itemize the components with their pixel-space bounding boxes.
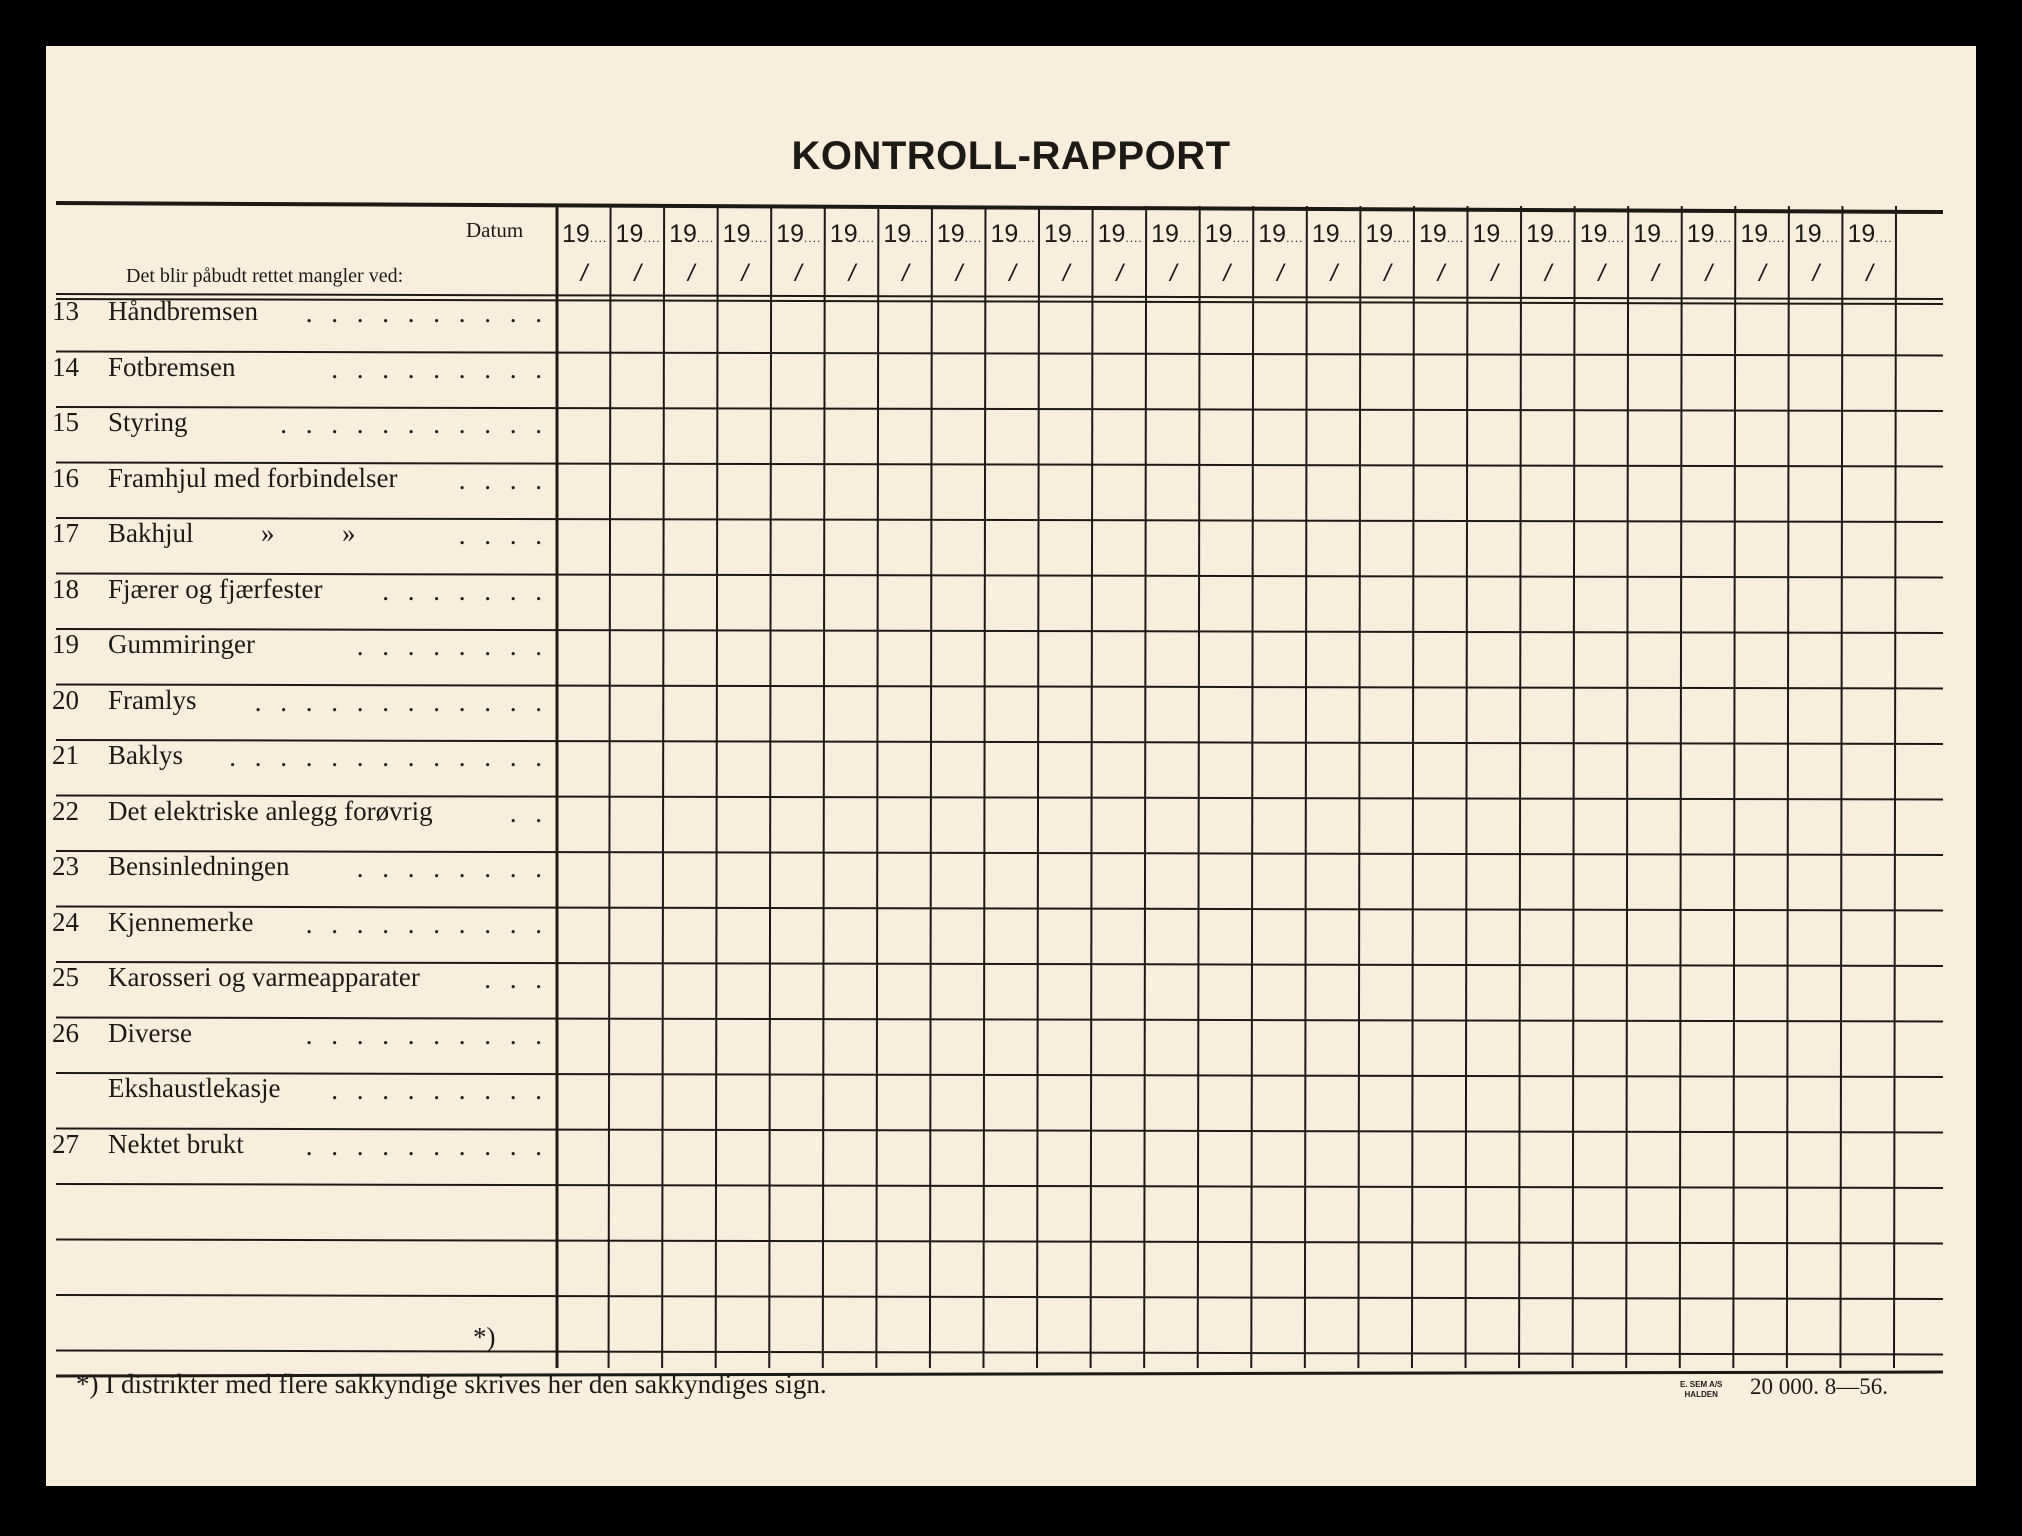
row-number: 18: [52, 573, 79, 604]
date-column-line: [1680, 206, 1682, 1368]
column-year-prefix: 19: [669, 220, 697, 248]
row-number: 26: [52, 1017, 79, 1048]
row-label: Det elektriske anlegg forøvrig: [108, 795, 433, 826]
datum-label: Datum: [466, 218, 524, 242]
column-slash: /: [687, 260, 695, 287]
date-column-line: [769, 206, 771, 1368]
column-year-prefix: 19: [883, 220, 912, 248]
leader-dots: . . . . . . . .: [356, 853, 548, 883]
row-number: 17: [52, 518, 79, 548]
leader-dots: . . . . . . .: [382, 575, 548, 606]
column-year: 19....: [1044, 220, 1090, 248]
date-column-line: [1519, 206, 1521, 1368]
column-slash: /: [1116, 260, 1124, 287]
header-top-rule: [56, 203, 1943, 212]
row-label: Diverse: [108, 1017, 192, 1048]
instruction-label: Det blir påbudt rettet mangler ved:: [126, 265, 404, 287]
leader-dots: . . . . . . . . .: [331, 1075, 548, 1105]
column-slash: /: [1812, 260, 1820, 287]
date-column-line: [1733, 206, 1735, 1368]
column-slash: /: [1705, 260, 1713, 287]
column-slash: /: [1062, 260, 1070, 287]
row-label: Fotbremsen: [108, 351, 236, 382]
date-column-line: [1466, 206, 1468, 1368]
column-year-prefix: 19: [1204, 220, 1233, 248]
column-year-prefix: 19: [1044, 220, 1072, 248]
column-slash: /: [1437, 260, 1445, 287]
column-year-prefix: 19: [615, 220, 644, 248]
column-slash: /: [1223, 260, 1231, 287]
column-year-prefix: 19: [562, 220, 590, 248]
row-label: Gummiringer: [108, 629, 255, 659]
signature-row-mark: *): [473, 1322, 496, 1352]
leader-dots: . . .: [484, 964, 548, 994]
date-column-line: [1787, 206, 1789, 1368]
column-slash: /: [902, 260, 909, 287]
date-column-line: [1144, 206, 1146, 1368]
column-year: 19....: [1579, 220, 1625, 248]
row-label: Karosseri og varmeapparater: [108, 962, 420, 992]
row-label: Håndbremsen: [108, 296, 258, 326]
leader-dots: . . . .: [458, 520, 548, 550]
row-number: 19: [52, 629, 79, 659]
column-year-prefix: 19: [722, 220, 751, 248]
column-slash: /: [1330, 260, 1338, 287]
column-year: 19....: [1204, 220, 1250, 248]
column-slash: /: [795, 260, 802, 287]
column-slash: /: [1491, 260, 1498, 287]
column-year-prefix: 19: [936, 220, 965, 248]
date-column-line: [1840, 206, 1842, 1368]
row-line: [56, 1295, 1943, 1299]
date-column-line: [1091, 206, 1093, 1368]
column-year-prefix: 19: [1258, 220, 1287, 248]
column-year-prefix: 19: [1793, 220, 1822, 248]
column-year-prefix: 19: [1472, 220, 1501, 248]
leader-dots: . . . . . . . . . . .: [280, 409, 548, 439]
row-label: Framhjul med forbindelser: [108, 462, 398, 493]
column-slash: /: [1759, 260, 1766, 287]
column-year: 19....: [936, 220, 983, 248]
column-year: 19....: [883, 220, 929, 248]
column-year-prefix: 19: [1365, 220, 1394, 248]
row-line: [56, 851, 1943, 855]
column-year: 19....: [669, 220, 715, 248]
column-year: 19....: [1633, 220, 1679, 248]
row-line: [56, 1240, 1943, 1244]
column-slash: /: [848, 260, 856, 287]
date-column-line: [1037, 206, 1039, 1368]
column-slash: /: [1009, 260, 1016, 287]
column-year-prefix: 19: [1526, 220, 1554, 248]
row-label: Framlys: [108, 684, 197, 715]
column-year: 19....: [1847, 220, 1893, 248]
column-slash: /: [1544, 260, 1552, 287]
row-label: Ekshaustlekasje: [108, 1073, 281, 1103]
row-number: 22: [52, 795, 79, 826]
print-run: 20 000. 8—56.: [1750, 1374, 1888, 1399]
printer-city: HALDEN: [1684, 1390, 1718, 1399]
column-year: 19....: [1365, 220, 1411, 248]
printer-imprint: [1680, 1380, 1722, 1400]
ditto-marks: » »: [261, 518, 356, 548]
date-column-line: [823, 206, 825, 1368]
column-slash: /: [580, 260, 588, 287]
column-year: 19....: [1311, 220, 1357, 248]
column-slash: /: [634, 260, 641, 287]
printer-name: E. SEM A/S: [1680, 1380, 1723, 1389]
date-column-line: [1626, 206, 1628, 1368]
column-year: 19....: [1526, 220, 1572, 248]
row-number: 15: [52, 407, 79, 437]
column-year-prefix: 19: [1151, 220, 1179, 248]
column-slash: /: [1169, 260, 1177, 287]
leader-dots: . .: [509, 797, 548, 828]
date-column-line: [1358, 206, 1360, 1368]
column-year: 19....: [776, 220, 822, 248]
row-number: 16: [52, 462, 79, 493]
date-column-line: [876, 206, 878, 1368]
row-line: [56, 1184, 1943, 1188]
column-year-prefix: 19: [1633, 220, 1661, 248]
date-column-line: [609, 206, 611, 1368]
column-slash: /: [741, 260, 749, 287]
date-column-line: [662, 206, 664, 1368]
column-year-prefix: 19: [990, 220, 1019, 248]
row-number: 23: [52, 851, 79, 881]
column-year-prefix: 19: [829, 220, 858, 248]
column-year: 19....: [829, 220, 875, 248]
row-label: Baklys: [108, 740, 184, 770]
form-title: KONTROLL-RAPPORT: [791, 134, 1231, 178]
leader-dots: . . . . . . . . . .: [305, 1130, 548, 1161]
leader-dots: . . . .: [458, 464, 548, 495]
date-column-line: [716, 206, 718, 1368]
row-label: Nektet brukt: [108, 1128, 244, 1159]
column-year-prefix: 19: [1740, 220, 1769, 248]
column-year: 19....: [1151, 220, 1197, 248]
row-number: 14: [52, 351, 79, 382]
column-year-prefix: 19: [1097, 220, 1126, 248]
column-year-prefix: 19: [1311, 220, 1340, 248]
row-number: 25: [52, 962, 79, 992]
column-year: 19....: [1258, 220, 1304, 248]
leader-dots: . . . . . . . .: [356, 631, 548, 661]
date-column-line: [1305, 206, 1307, 1368]
date-column-line: [1894, 206, 1896, 1368]
row-number: 24: [52, 906, 79, 937]
column-year: 19....: [562, 220, 608, 248]
row-label: Fjærer og fjærfester: [108, 573, 323, 604]
column-year: 19....: [1793, 220, 1840, 248]
row-line: [56, 629, 1943, 633]
date-column-line: [1251, 206, 1253, 1368]
column-slash: /: [1651, 260, 1659, 287]
row-number: 21: [52, 740, 79, 770]
date-column-line: [930, 206, 932, 1368]
leader-dots: . . . . . . . . .: [331, 353, 548, 384]
date-column-line: [983, 206, 985, 1368]
control-report-card: [46, 46, 1976, 1486]
row-number: 20: [52, 684, 79, 715]
row-line: [56, 574, 1943, 578]
leader-dots: . . . . . . . . . .: [305, 298, 548, 328]
column-year: 19....: [615, 220, 661, 248]
leader-dots: . . . . . . . . . .: [305, 908, 548, 939]
column-year-prefix: 19: [1686, 220, 1715, 248]
row-label: Styring: [108, 407, 188, 437]
column-year-prefix: 19: [776, 220, 805, 248]
column-year-prefix: 19: [1847, 220, 1876, 248]
column-year: 19....: [722, 220, 768, 248]
date-column-line: [1573, 206, 1575, 1368]
date-column-line: [1198, 206, 1200, 1368]
column-year-prefix: 19: [1418, 220, 1447, 248]
leader-dots: . . . . . . . . . . . . .: [229, 742, 548, 772]
leader-dots: . . . . . . . . . . . .: [254, 686, 548, 717]
column-slash: /: [1277, 260, 1284, 287]
column-year-prefix: 19: [1579, 220, 1608, 248]
row-label: Kjennemerke: [108, 906, 254, 937]
row-number: 27: [52, 1128, 79, 1159]
leader-dots: . . . . . . . . . .: [305, 1019, 548, 1050]
row-number: 13: [52, 296, 79, 326]
column-year: 19....: [1418, 220, 1465, 248]
date-column-line: [1412, 206, 1414, 1368]
column-year: 19....: [1472, 220, 1518, 248]
column-slash: /: [955, 260, 963, 287]
row-label: Bensinledningen: [108, 851, 290, 881]
row-label: Bakhjul: [108, 518, 194, 548]
column-slash: /: [1598, 260, 1606, 287]
column-slash: /: [1384, 260, 1391, 287]
column-year: 19....: [1686, 220, 1732, 248]
column-year: 19....: [1740, 220, 1786, 248]
column-slash: /: [1866, 260, 1873, 287]
footnote: *) I distrikter med flere sakkyndige skrives her den sakkyndiges sign.: [76, 1369, 827, 1399]
column-year: 19....: [1097, 220, 1143, 248]
row-line: [56, 1351, 1943, 1355]
column-year: 19....: [990, 220, 1036, 248]
